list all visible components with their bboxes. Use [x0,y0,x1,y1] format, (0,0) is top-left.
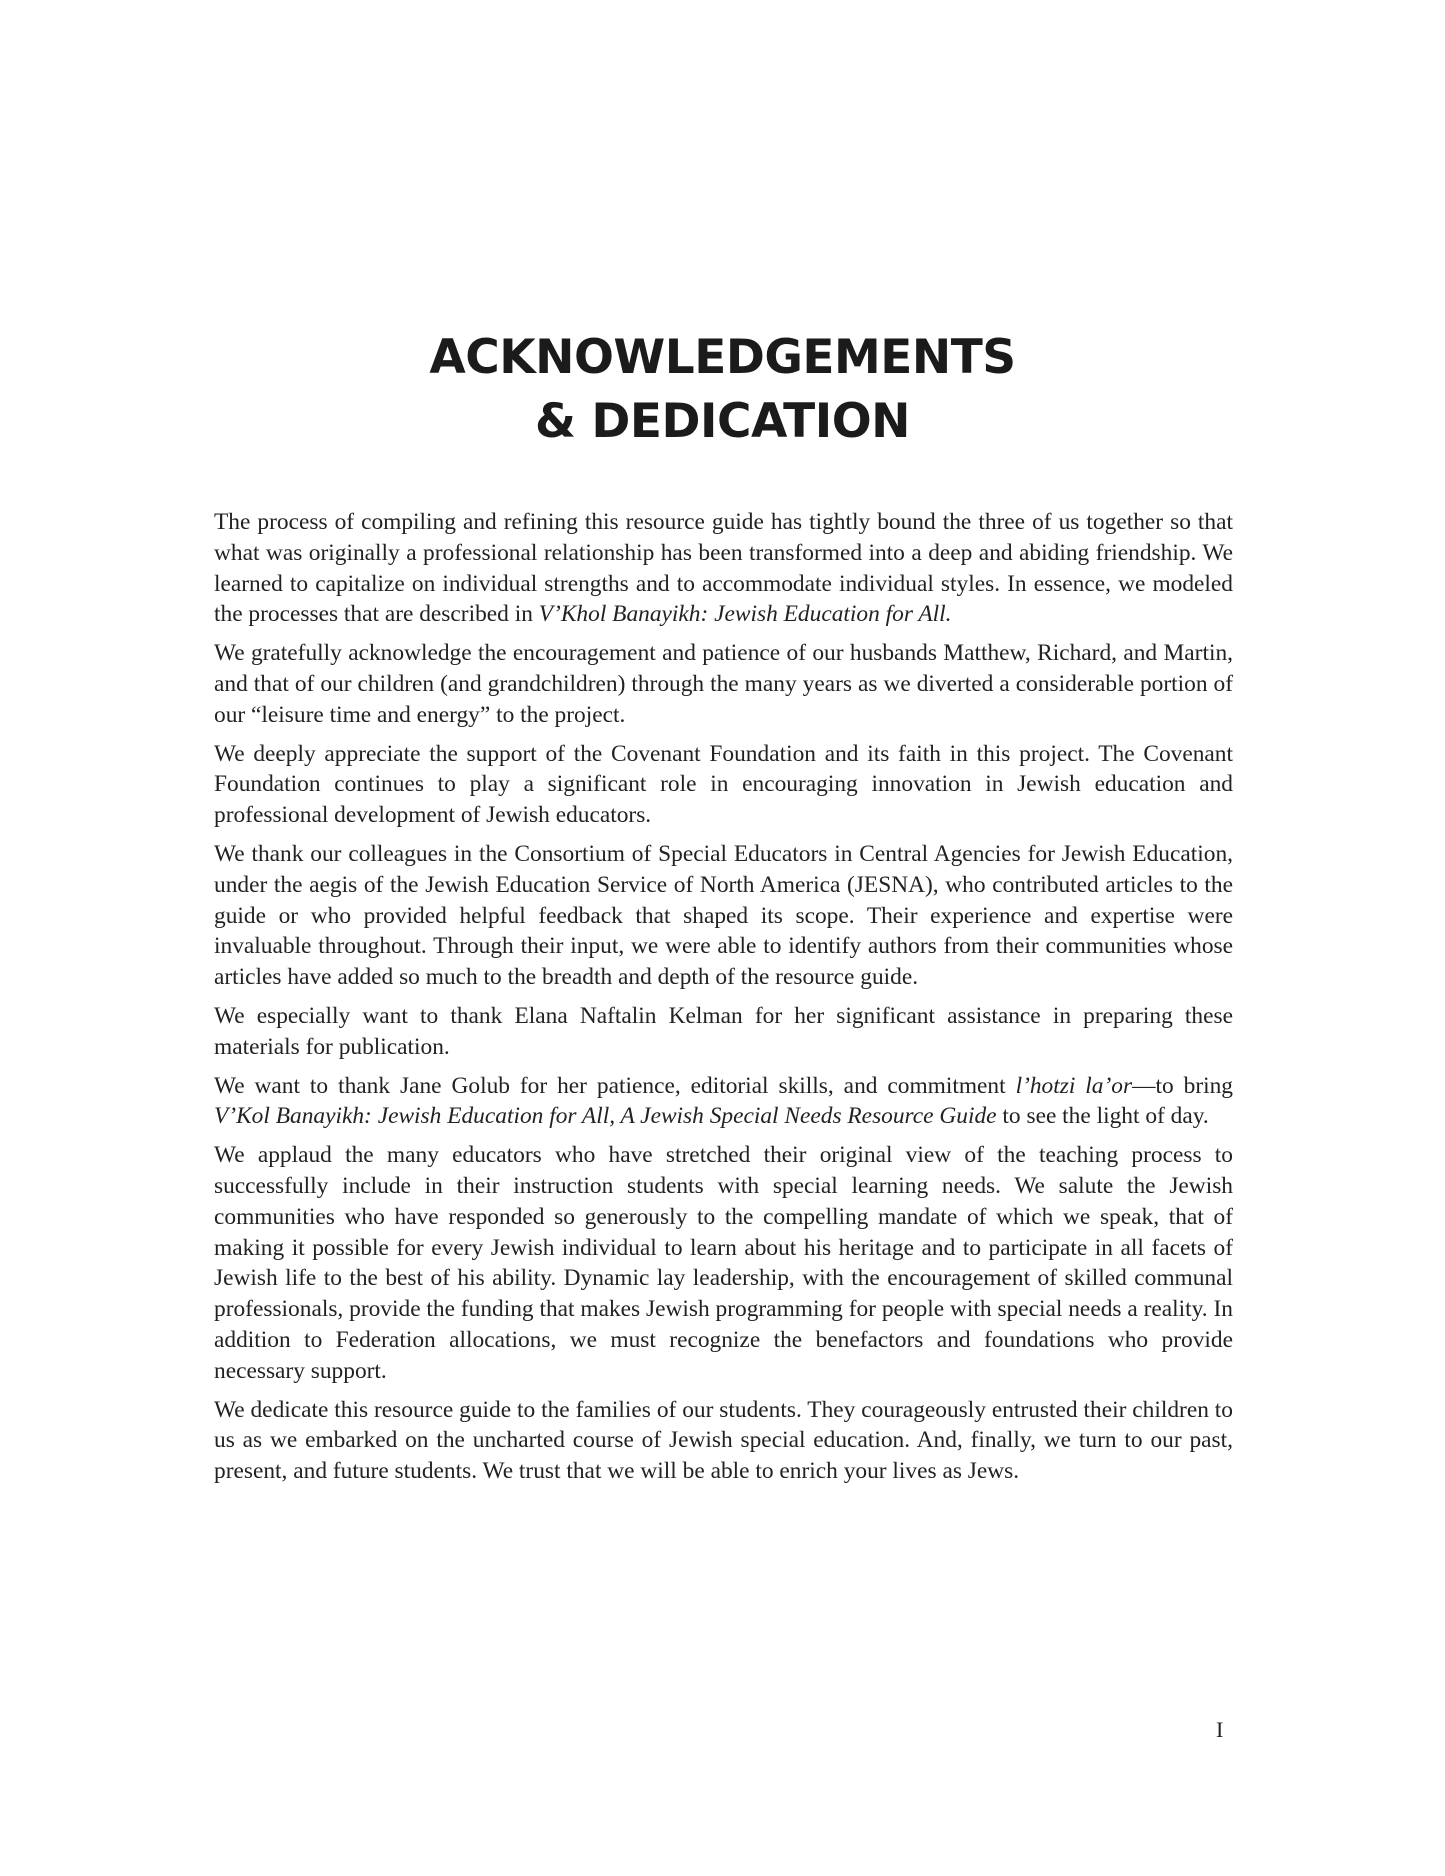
text-segment: to see the light of day. [996,1103,1209,1130]
page-number: I [1216,1717,1224,1742]
page-title [0,326,1445,454]
title-line-2: & DEDICATION [534,394,911,449]
italic-text: V’Khol Banayikh: Jewish Education for All. [538,601,952,628]
paragraph [214,839,1233,993]
paragraph [214,507,1233,630]
text-segment: We gratefully acknowledge the encouragement and patience of our husbands Matthew, Richard, and Martin, and that of our children (and grandchildren) through the many years as we diverted a considerable portion of our “leisure time and energy” to the project. [214,640,1233,728]
text-segment: The process of compiling and refining this resource guide has tightly bound the three of us together so that what was originally a professional relationship has been transformed into a deep and abiding friendship. We learned to capitalize on individual strengths and to accommodate individual styles. In essence, we modeled the processes that are described in [214,509,1233,628]
text-segment: We especially want to thank Elana Naftalin Kelman for her significant assistance in preparing these materials for publication. [214,1002,1233,1060]
body-text [214,507,1233,1495]
paragraph [214,638,1233,730]
italic-text: V’Kol Banayikh: Jewish Education for All, A Jewish Special Needs Resource Guide [214,1103,997,1130]
paragraph [214,739,1233,831]
italic-text: l’hotzi la’or [1015,1072,1133,1099]
paragraph [214,1001,1233,1063]
title-line-1: ACKNOWLEDGEMENTS [429,330,1016,385]
paragraph [214,1071,1233,1133]
text-segment: —to bring [1132,1072,1233,1099]
text-segment: We applaud the many educators who have stretched their original view of the teaching process to successfully include in their instruction students with special learning needs. We salute the Jewish communities who have responded so generously to the compelling mandate of which we speak, that of making it possible for every Jewish individual to learn about his heritage and to participate in all facets of Jewish life to the best of his ability. Dynamic lay leadership, with the encouragement of skilled communal professionals, provide the funding that makes Jewish programming for people with special needs a reality. In addition to Federation allocations, we must recognize the benefactors and foundations who provide necessary support. [214,1142,1233,1384]
text-segment: We want to thank Jane Golub for her patience, editorial skills, and commitment [214,1072,1016,1099]
text-segment: We deeply appreciate the support of the Covenant Foundation and its faith in this project. The Covenant Foundation continues to play a significant role in encouraging innovation in Jewish education and professional development of Jewish educators. [214,740,1233,829]
paragraph [214,1140,1233,1386]
paragraph [214,1395,1233,1487]
text-segment: We thank our colleagues in the Consortium of Special Educators in Central Agencies for Jewish Education, under the aegis of the Jewish Education Service of North America (JESNA), who contributed articles to the guide or who provided helpful feedback that shaped its scope. Their experience and expertise were invaluable throughout. Through their input, we were able to identify authors from their communities whose articles have added so much to the breadth and depth of the resource guide. [214,840,1233,991]
text-segment: We dedicate this resource guide to the families of our students. They courageously entrusted their children to us as we embarked on the uncharted course of Jewish special education. And, finally, we turn to our past, present, and future students. We trust that we will be able to enrich your lives as Jews. [214,1396,1233,1485]
